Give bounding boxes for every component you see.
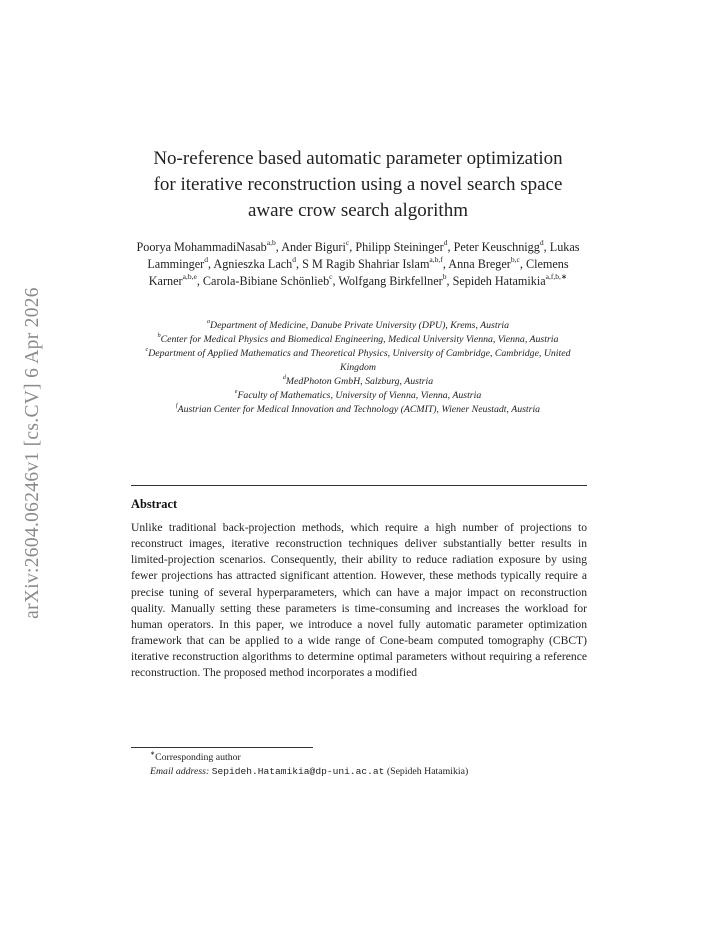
author-affiliation-marks: d [292,255,297,265]
title-line: for iterative reconstruction using a novel search space [153,174,563,195]
affiliation-mark: e [234,389,238,396]
affiliation [128,403,588,417]
email-address[interactable]: Sepideh.Hatamikia@dp-uni.ac.at [211,766,385,777]
affiliation-text: Austrian Center for Medical Innovation and Technology (ACMIT), Wiener Neustadt, Austria [177,404,541,415]
author [203,274,333,288]
affiliation-text: Department of Medicine, Danube Private University (DPU), Krems, Austria [210,320,510,331]
author-name: Philipp Steininger [355,240,444,254]
author [213,257,296,271]
author [136,240,275,254]
author-affiliation-marks: d [204,255,208,265]
author-affiliation-marks: c [345,238,350,248]
footnotes [150,751,590,779]
author-affiliation-marks: c [329,272,333,282]
author-affiliation-marks: d [539,238,544,248]
affiliation [128,389,588,403]
affiliation-text: Center for Medical Physics and Biomedical Engineering, Medical University Vienna, Vienna, Austria [160,334,559,345]
author-list: Poorya MohammadiNasab$^{a,b}$, Ander Biguri$^c$, Philipp Steininger$^d$, Peter Keuschnigg$^d$, Lukas Lamminger$^d$, Agnieszka Lach$^d$, S M Ragib Shahriar Islam$^{a,b,f}$, Anna Breger$^{b,c}$, Clemens Karner$^{a,b,e}$, Carola-Bibiane Schönlieb$^c$, Wolfgang Birkfellner$^b$, Sepideh Hatamikia$^{a,f,b,∗}$ [136,238,580,288]
author [338,274,446,288]
author-name: Poorya MohammadiNasab [136,240,267,254]
author [448,257,520,271]
author-name: Anna Breger [448,257,511,271]
affiliation [128,347,588,375]
author [453,274,568,288]
affiliation-mark: f [175,403,178,410]
arxiv-identifier: arXiv:2604.06246v1 [cs.CV] 6 Apr 2026 [22,286,43,619]
affiliation-list [128,319,588,417]
affiliation-text: Faculty of Mathematics, University of Vienna, Vienna, Austria [237,390,482,401]
affiliation [128,375,588,389]
author-affiliation-marks: a,b,e [182,272,197,282]
author-name: Agnieszka Lach [213,257,293,271]
author-name: Ander Biguri [281,240,346,254]
affiliation [128,319,588,333]
author-affiliation-marks: a,b [266,238,276,248]
author-affiliation-marks: b [442,272,447,282]
author-affiliation-marks: d [443,238,448,248]
affiliation-mark: c [145,347,149,354]
title-line: aware crow search algorithm [248,200,468,221]
author [302,257,443,271]
author-name: S M Ragib Shahriar Islam [302,257,430,271]
author-name: Wolfgang Birkfellner [338,274,443,288]
author-name: Lukas Lamminger [147,240,580,271]
title-line: No-reference based automatic parameter optimization [153,148,563,169]
footnote-mark: ∗ [150,751,156,758]
affiliation-text: MedPhoton GmbH, Salzburg, Austria [285,376,434,387]
affiliation-text: Department of Applied Mathematics and Theoretical Physics, University of Cambridge, Cambridge, United Kingdom [148,348,571,373]
author-name: Sepideh Hatamikia [452,274,546,288]
author-affiliation-marks: a,b,f [429,255,443,265]
abstract-top-rule [131,485,587,486]
footnote-rule [131,747,313,748]
author [454,240,544,254]
paper-title [120,146,596,224]
author-affiliation-marks: a,f,b,∗ [545,272,568,282]
author-name: Peter Keuschnigg [453,240,540,254]
abstract-body: Unlike traditional back-projection methods, which require a high number of projections to reconstruct images, iterative reconstruction techniques deliver substantially better results in limited-projection scenarios. Consequently, their ability to reduce radiation exposure by using fewer projections has attracted significant attention. However, these methods typically require a precise tuning of several hyperparameters, which can have a major impact on reconstruction quality. Manually setting these parameters is time-consuming and increases the workload for human operators. In this paper, we introduce a novel fully automatic parameter optimization framework that can be applied to a wide range of Cone-beam computed tomography (CBCT) iterative reconstruction algorithms to determine optimal parameters without requiring a reference reconstruction. The proposed method incorporates a modified [131,521,587,680]
abstract-heading: Abstract [131,497,178,511]
affiliation-mark: a [206,319,210,326]
email-owner: (Sepideh Hatamikia) [386,766,469,777]
author-affiliation-marks: b,c [510,255,520,265]
author [355,240,447,254]
affiliation [128,333,588,347]
author-name: Carola-Bibiane Schönlieb [202,274,330,288]
email-note [150,765,590,779]
affiliation-mark: b [157,333,161,340]
corresponding-author-note [150,751,590,765]
author-name: Clemens Karner [148,257,569,288]
author [281,240,349,254]
arxiv-sidebar-stamp [18,265,48,640]
corresponding-author-label: Corresponding author [155,752,241,763]
affiliation-mark: d [282,375,286,382]
email-label: Email address: [150,766,210,777]
